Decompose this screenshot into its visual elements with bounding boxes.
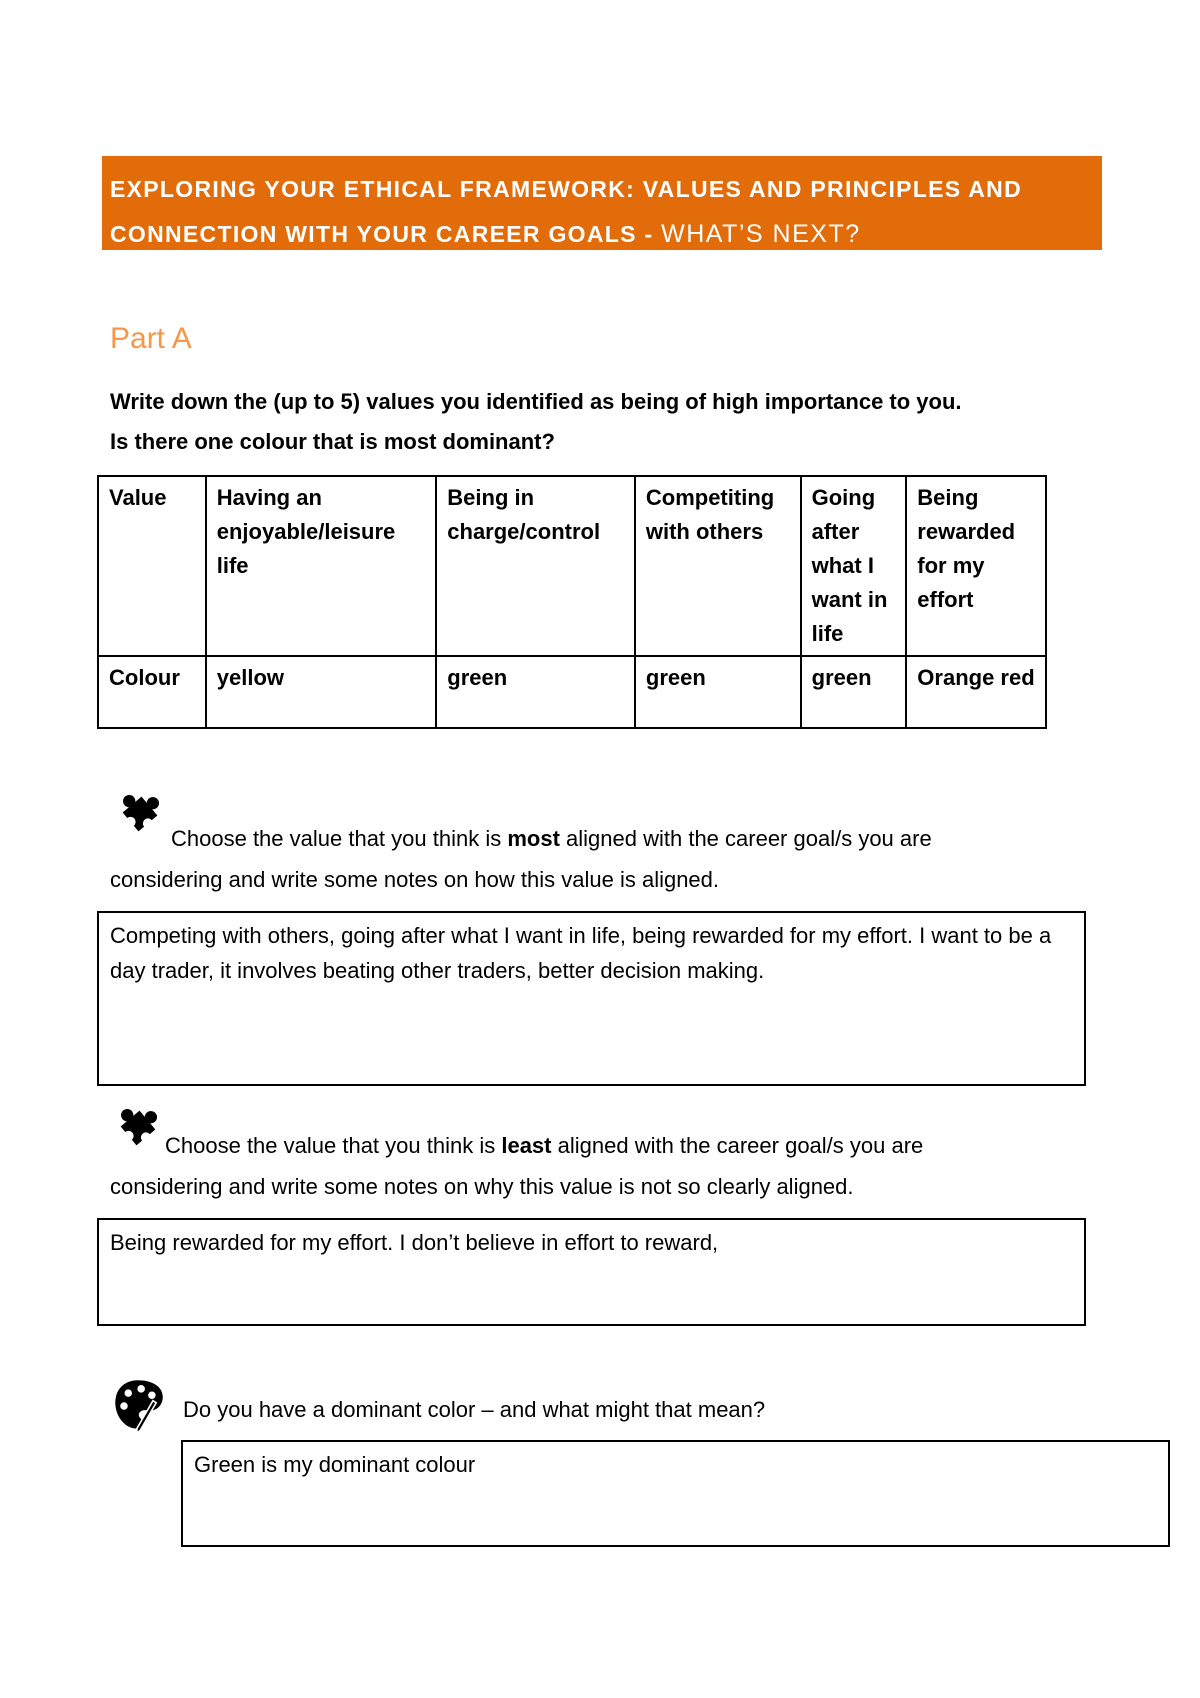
paint-palette-icon	[112, 1377, 166, 1435]
colour-row-header: Colour	[98, 656, 206, 728]
title-whats-next: WHAT’S NEXT?	[661, 220, 861, 248]
dominant-color-answer-box[interactable]	[181, 1440, 1170, 1547]
title-line-1: EXPLORING YOUR ETHICAL FRAMEWORK: VALUES AND PRINCIPLES AND	[110, 176, 1022, 202]
instruction-line-2: Is there one colour that is most dominant?	[110, 429, 555, 454]
worksheet-title-banner	[102, 156, 1102, 250]
least-aligned-answer-box[interactable]	[97, 1218, 1086, 1326]
colour-cell-3[interactable]: green	[635, 656, 801, 728]
instruction-line-1: Write down the (up to 5) values you identified as being of high importance to you.	[110, 389, 962, 414]
part-a-instructions	[110, 382, 1110, 462]
least-aligned-answer-text: Being rewarded for my effort. I don’t believe in effort to reward,	[110, 1230, 719, 1255]
prompt-emphasis-least: least	[501, 1133, 552, 1158]
title-line-2	[110, 212, 1094, 257]
most-aligned-prompt-line-1	[110, 818, 932, 859]
value-cell-2[interactable]: Being in charge/control	[436, 476, 635, 656]
value-cell-3[interactable]: Competiting with others	[635, 476, 801, 656]
least-aligned-prompt-line-2: considering and write some notes on why this value is not so clearly aligned.	[110, 1174, 854, 1199]
value-cell-1[interactable]: Having an enjoyable/leisure life	[206, 476, 437, 656]
colour-cell-4[interactable]: green	[801, 656, 907, 728]
value-cell-5[interactable]: Being rewarded for my effort	[906, 476, 1046, 656]
colour-cell-1[interactable]: yellow	[206, 656, 437, 728]
table-row	[98, 476, 1046, 656]
most-aligned-prompt	[110, 818, 932, 900]
most-aligned-answer-text: Competing with others, going after what I want in life, being rewarded for my effort. I want to be a day trader, it involves beating other traders, better decision making.	[110, 923, 1052, 983]
prompt-emphasis-most: most	[507, 826, 560, 851]
colour-cell-5[interactable]: Orange red	[906, 656, 1046, 728]
dominant-color-prompt-text: Do you have a dominant color – and what might that mean?	[183, 1397, 766, 1422]
table-row	[98, 656, 1046, 728]
value-cell-4[interactable]: Going after what I want in life	[801, 476, 907, 656]
prompt-text: aligned with the career goal/s you are	[566, 826, 932, 851]
least-aligned-prompt-line-1	[110, 1125, 923, 1166]
title-line-2-prefix: CONNECTION WITH YOUR CAREER GOALS -	[110, 221, 654, 247]
colour-cell-2[interactable]: green	[436, 656, 635, 728]
part-a-heading: Part A	[110, 322, 192, 355]
prompt-text: aligned with the career goal/s you are	[557, 1133, 924, 1158]
most-aligned-answer-box[interactable]	[97, 911, 1086, 1086]
least-aligned-prompt	[110, 1125, 923, 1207]
prompt-text: Choose the value that you think is	[171, 826, 502, 851]
dominant-color-prompt	[183, 1389, 765, 1430]
value-row-header: Value	[98, 476, 206, 656]
most-aligned-prompt-line-2: considering and write some notes on how this value is aligned.	[110, 867, 720, 892]
prompt-text: Choose the value that you think is	[165, 1133, 496, 1158]
dominant-color-answer-text: Green is my dominant colour	[194, 1452, 476, 1477]
values-table	[97, 475, 1047, 729]
